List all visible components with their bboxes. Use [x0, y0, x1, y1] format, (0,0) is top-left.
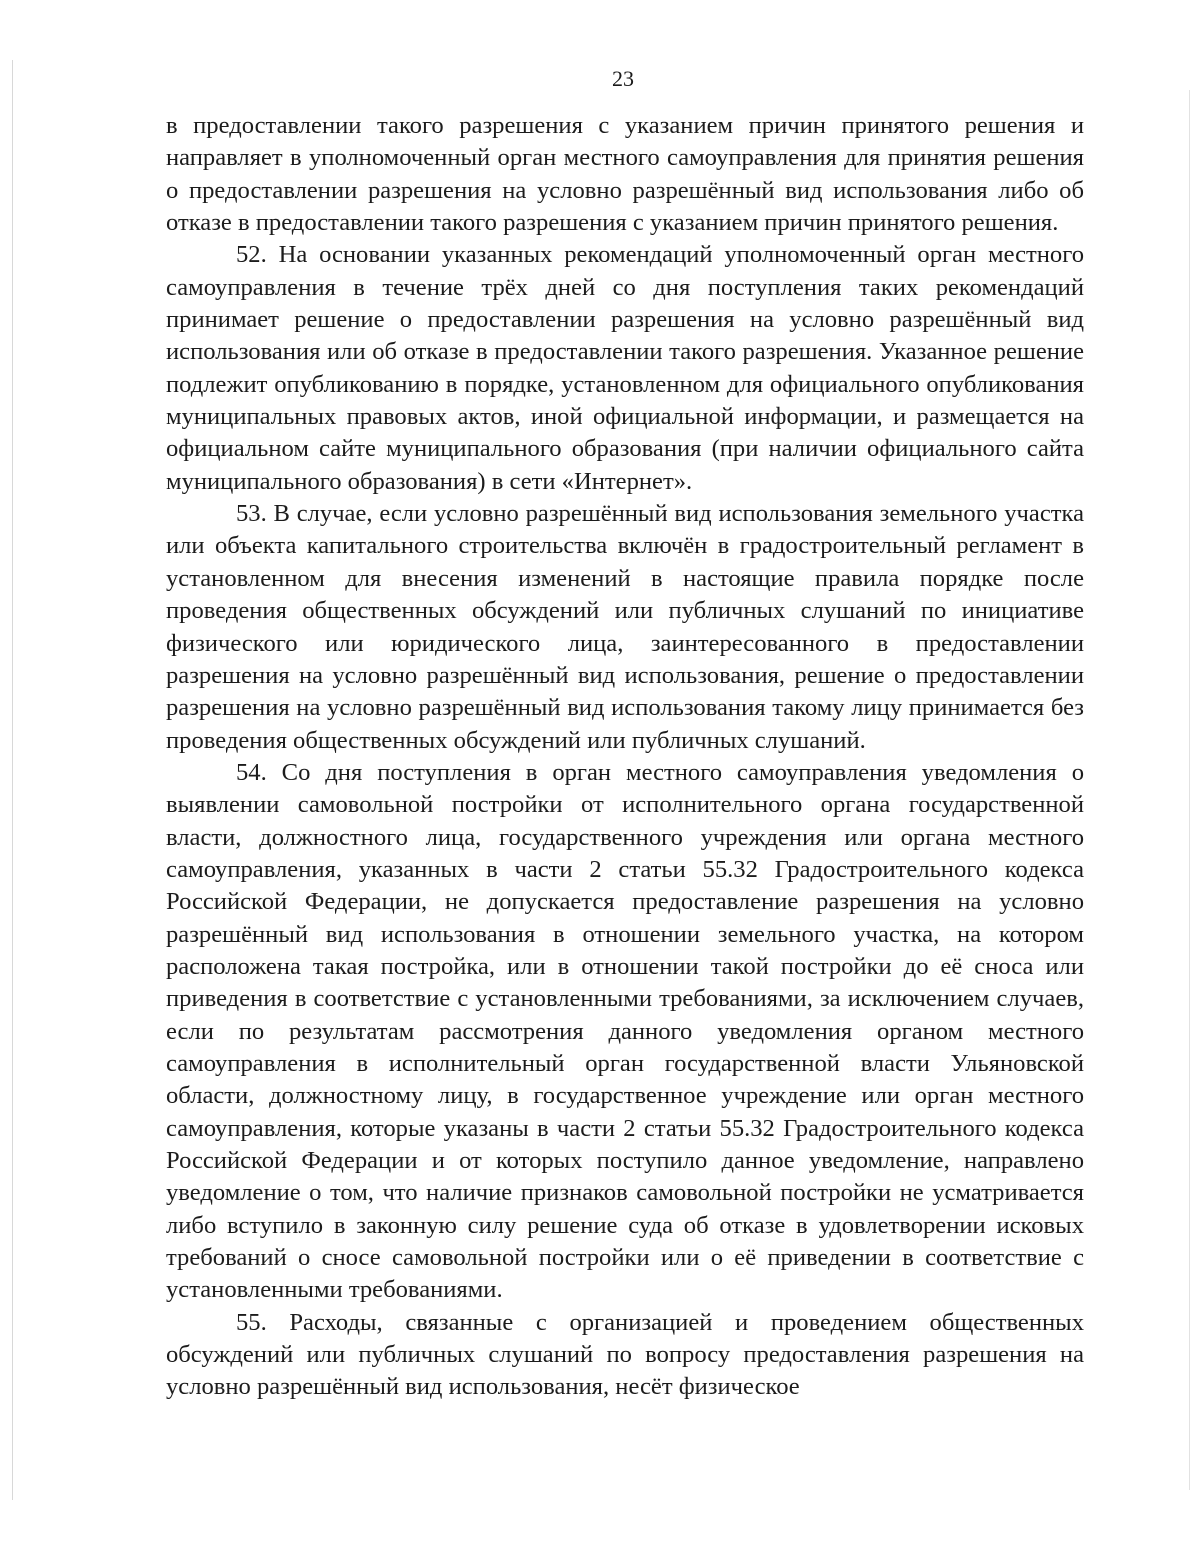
paragraph-53: 53. В случае, если условно разрешённый вид использования земельного участка или объекта капитального строительства включён в градостроительный регламент в установленном для внесения изменений в настоящие правила порядке после проведения общественных обсуждений или публичных слушаний по инициативе физического или юридического лица, заинтересованного в предоставлении разрешения на условно разрешённый вид использования, решение о предоставлении разрешения на условно разрешённый вид использования такому лицу принимается без проведения общественных обсуждений или публичных слушаний. — [166, 500, 1084, 754]
paragraph-54: 54. Со дня поступления в орган местного самоуправления уведомления о выявлении самовольной постройки от исполнительного органа государственной власти, должностного лица, государственного учреждения или органа местного самоуправления, указанных в части 2 статьи 55.32 Градостроительного кодекса Российской Федерации, не допускается предоставление разрешения на условно разрешённый вид использования в отношении земельного участка, на котором расположена такая постройка, или в отношении такой постройки до её сноса или приведения в соответствие с установленными требованиями, за исключением случаев, если по результатам рассмотрения данного уведомления органом местного самоуправления в исполнительный орган государственной власти Ульяновской области, должностному лицу, в государственное учреждение или орган местного самоуправления, которые указаны в части 2 статьи 55.32 Градостроительного кодекса Российской Федерации и от которых поступило данное уведомление, направлено уведомление о том, что наличие признаков самовольной постройки не усматривается либо вступило в законную силу решение суда об отказе в удовлетворении исковых требований о сносе самовольной постройки или о её приведении в соответствие с установленными требованиями. — [166, 758, 1084, 1304]
paragraph-52: 52. На основании указанных рекомендаций уполномоченный орган местного самоуправления в течение трёх дней со дня поступления таких рекомендаций принимает решение о предоставлении разрешения на условно разрешённый вид использования или об отказе в предоставлении такого разрешения. Указанное решение подлежит опубликованию в порядке, установленном для официального опубликования муниципальных правовых актов, иной официальной информации, и размещается на официальном сайте муниципального образования (при наличии официального сайта муниципального образования) в сети «Интернет». — [166, 241, 1084, 495]
paragraph-continuation: в предоставлении такого разрешения с указанием причин принятого решения и направляет в уполномоченный орган местного самоуправления для принятия решения о предоставлении разрешения на условно разрешённый вид использования либо об отказе в предоставлении такого разрешения с указанием причин принятого решения. — [166, 112, 1084, 237]
page-number: 23 — [612, 66, 634, 91]
document-body — [166, 110, 1084, 1404]
paragraph-55: 55. Расходы, связанные с организацией и проведением общественных обсуждений или публичных слушаний по вопросу предоставления разрешения на условно разрешённый вид использования, несёт физическое — [166, 1308, 1084, 1401]
scan-edge-right — [1189, 90, 1190, 1490]
scan-edge-left — [12, 60, 13, 1500]
